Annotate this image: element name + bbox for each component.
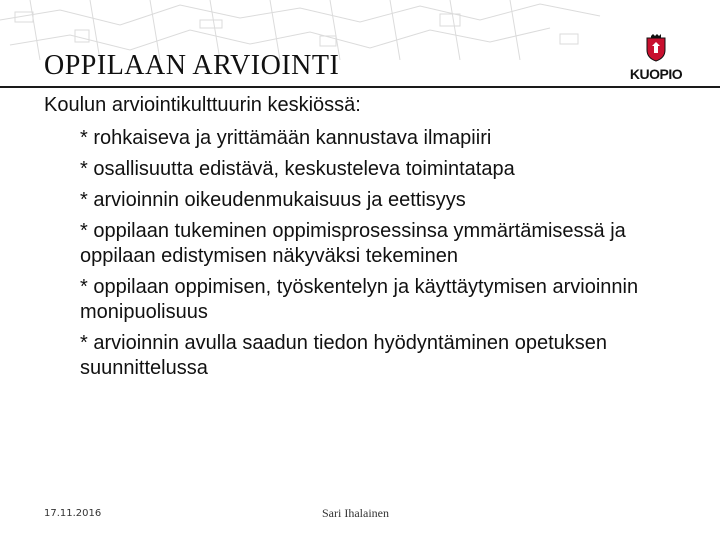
list-item: * osallisuutta edistävä, keskusteleva toimintatapa — [80, 158, 515, 180]
bullet-list — [80, 126, 660, 387]
list-item: * rohkaiseva ja yrittämään kannustava ilmapiiri — [80, 127, 492, 149]
list-item: * oppilaan tukeminen oppimisprosessinsa ymmärtämisessä ja oppilaan edistymisen näkyväksi tekeminen — [80, 220, 626, 267]
kuopio-logo — [622, 34, 690, 86]
logo-text: KUOPIO — [629, 66, 683, 82]
list-item: * arvioinnin oikeudenmukaisuus ja eettisyys — [80, 189, 466, 211]
footer-date: 17.11.2016 — [44, 508, 102, 519]
city-crest-icon — [646, 34, 666, 62]
intro-text: Koulun arviointikulttuurin keskiössä: — [44, 94, 361, 116]
title-divider — [0, 86, 720, 88]
list-item: * arvioinnin avulla saadun tiedon hyödyntäminen opetuksen suunnittelussa — [80, 332, 608, 379]
footer-author: Sari Ihalainen — [322, 506, 389, 520]
list-item: * oppilaan oppimisen, työskentelyn ja käyttäytymisen arvioinnin monipuolisuus — [80, 276, 639, 323]
slide-title: OPPILAAN ARVIOINTI — [44, 50, 340, 81]
